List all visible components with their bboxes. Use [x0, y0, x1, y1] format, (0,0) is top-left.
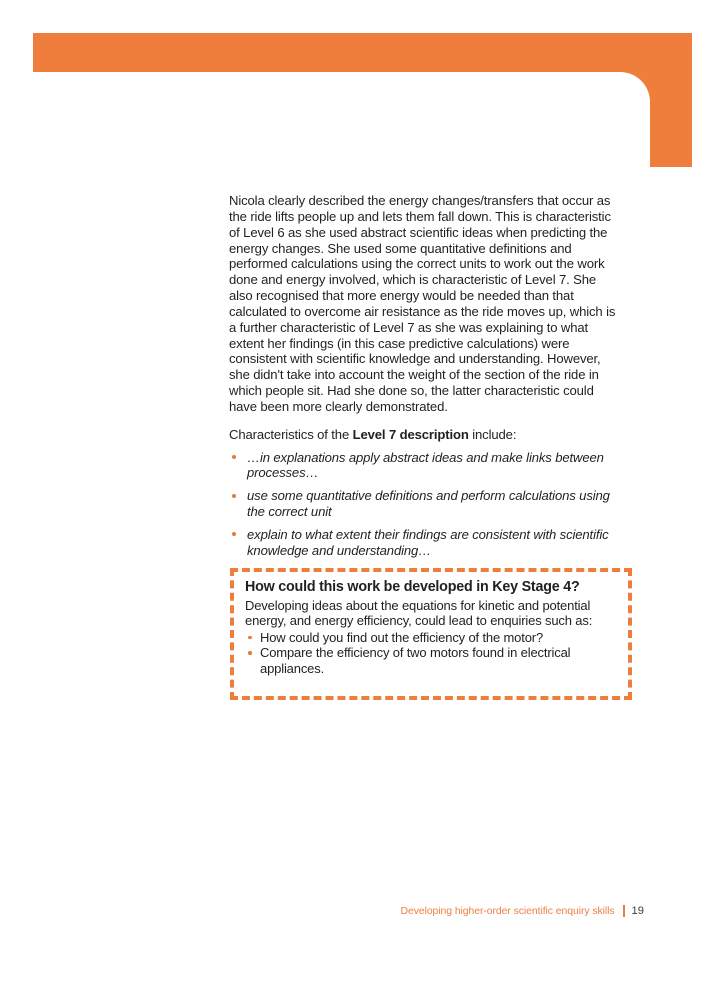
list-item-text: How could you find out the efficiency of the motor? [260, 629, 544, 645]
list-item [229, 450, 623, 482]
lead-in-emphasis: Level 7 description [352, 426, 469, 442]
header-decoration [0, 0, 722, 200]
bullet-icon [248, 636, 252, 640]
page-number: 19 [631, 905, 644, 917]
bullet-icon [248, 651, 252, 655]
callout-list [245, 630, 618, 676]
orange-banner-path [33, 33, 692, 167]
list-item [229, 488, 623, 520]
characteristics-lead-in [229, 427, 623, 443]
list-item [245, 645, 618, 676]
bullet-icon [232, 532, 236, 536]
list-item [229, 527, 623, 559]
lead-in-after: include: [468, 426, 517, 442]
main-content [229, 193, 623, 558]
callout-inner [234, 572, 628, 676]
footer-title: Developing higher-order scientific enquiry skills [400, 905, 615, 917]
list-item-text: …in explanations apply abstract ideas and make links between processes… [247, 449, 604, 481]
callout-heading: How could this work be developed in Key Stage 4? [245, 579, 580, 595]
characteristics-list [229, 450, 623, 559]
bullet-icon [232, 494, 236, 498]
list-item [245, 630, 618, 645]
bullet-icon [232, 455, 236, 459]
header-shape-svg [0, 0, 722, 200]
key-stage-4-callout [230, 568, 632, 700]
lead-in-before: Characteristics of the [229, 426, 353, 442]
list-item-text: Compare the efficiency of two motors found in electrical appliances. [260, 645, 571, 676]
callout-intro-text: Developing ideas about the equations for kinetic and potential energy, and energy efficiency, could lead to enquiries such as: [245, 598, 593, 629]
list-item-text: explain to what extent their findings are consistent with scientific knowledge and understanding… [247, 526, 609, 558]
list-item-text: use some quantitative definitions and perform calculations using the correct unit [247, 488, 610, 520]
commentary-paragraph: Nicola clearly described the energy changes/transfers that occur as the ride lifts people up and lets them fall down. This is characteristic of Level 6 as she used abstract scientific ideas when predicting the energy changes. She used some quantitative definitions and performed calculations using the correct units to work out the work done and energy involved, which is characteristic of Level 7. She also recognised that more energy would be needed than that calculated to overcome air resistance as the ride moves up, which is a further characteristic of Level 7 as she was explaining to what extent her findings (in this case predictive calculations) were consistent with scientific knowledge and understanding. However, she didn't take into account the weight of the section of the ride in which people sit. Had she done so, the latter characteristic could have been more clearly demonstrated. [229, 193, 616, 414]
page-footer [401, 905, 644, 917]
footer-separator [623, 905, 625, 917]
